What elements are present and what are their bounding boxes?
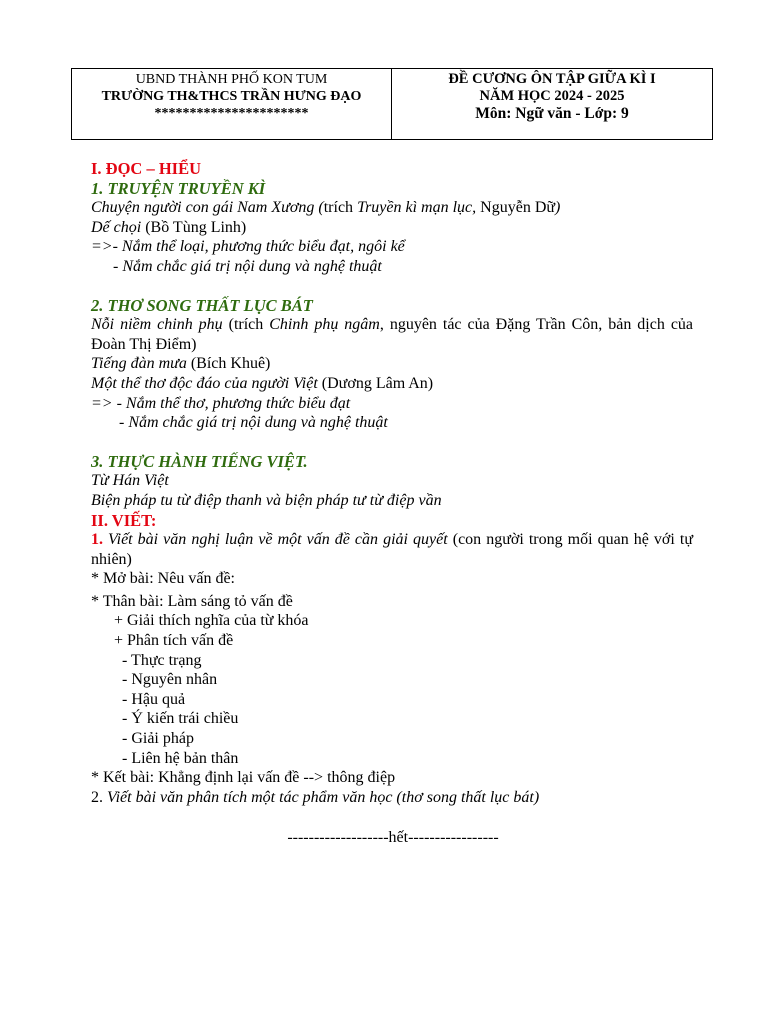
analysis-item: - Giải pháp bbox=[122, 730, 194, 748]
document-title: ĐỀ CƯƠNG ÔN TẬP GIỮA KÌ I bbox=[448, 71, 656, 87]
school-name: TRƯỜNG TH&THCS TRẦN HƯNG ĐẠO bbox=[101, 89, 362, 104]
part-poetry-title: 2. THƠ SONG THẤT LỤC BÁT bbox=[91, 295, 313, 315]
body-sub-explain: + Giải thích nghĩa của từ khóa bbox=[114, 612, 309, 630]
end-marker: -------------------hết----------------- bbox=[287, 829, 499, 846]
work-the-tho: Một thể thơ độc đáo của người Việt (Dương Lâm An) bbox=[91, 374, 434, 392]
body-sub-analyze: + Phân tích vấn đề bbox=[114, 632, 234, 650]
analysis-item: - Hậu quả bbox=[122, 690, 186, 708]
stars-divider: ********************** bbox=[154, 106, 309, 121]
work-de-choi: Dế chọi (Bồ Tùng Linh) bbox=[91, 218, 247, 236]
practice-item-2: Biện pháp tu từ điệp thanh và biện pháp tư từ điệp vần bbox=[91, 491, 442, 509]
analysis-item: - Nguyên nhân bbox=[122, 671, 218, 689]
conclusion-step: * Kết bài: Khẳng định lại vấn đề --> thông điệp bbox=[91, 769, 396, 787]
note-form: => - Nắm thể thơ, phương thức biểu đạt bbox=[91, 394, 351, 412]
part-legend-title: 1. TRUYỆN TRUYỀN KÌ bbox=[91, 178, 266, 198]
section-reading-title: I. ĐỌC – HIỂU bbox=[91, 159, 202, 178]
practice-item-1: Từ Hán Việt bbox=[91, 472, 169, 490]
analysis-item: - Ý kiến trái chiều bbox=[122, 710, 239, 728]
part-practice-title: 3. THỰC HÀNH TIẾNG VIỆT. bbox=[91, 451, 308, 471]
header-table bbox=[71, 68, 713, 140]
analysis-item: - Liên hệ bản thân bbox=[122, 749, 239, 767]
work-nam-xuong: Chuyện người con gái Nam Xương (trích Truyền kì mạn lục, Nguyễn Dữ) bbox=[91, 199, 561, 217]
intro-step: * Mở bài: Nêu vấn đề: bbox=[91, 570, 235, 588]
writing-task-1: 1. Viết bài văn nghị luận về một vấn đề cần giải quyết (con người trong mối quan hệ với tự nhiên) bbox=[91, 531, 693, 568]
writing-task-2: 2. Viết bài văn phân tích một tác phẩm văn học (thơ song thất lục bát) bbox=[91, 788, 540, 806]
subject-grade: Môn: Ngữ văn - Lớp: 9 bbox=[475, 105, 629, 122]
document-info bbox=[392, 69, 712, 139]
outline-content bbox=[91, 159, 693, 807]
note-value: - Nắm chắc giá trị nội dung và nghệ thuật bbox=[113, 257, 382, 275]
analysis-item: - Thực trạng bbox=[122, 651, 202, 669]
body-step: * Thân bài: Làm sáng tỏ vấn đề bbox=[91, 592, 293, 610]
school-year: NĂM HỌC 2024 - 2025 bbox=[479, 88, 625, 104]
authority-name: UBND THÀNH PHỐ KON TUM bbox=[135, 72, 328, 87]
work-tieng-dan-mua: Tiếng đàn mưa (Bích Khuê) bbox=[91, 355, 271, 373]
section-writing-title: II. VIẾT: bbox=[91, 510, 157, 530]
school-info bbox=[72, 69, 392, 139]
note-genre: =>- Nắm thể loại, phương thức biểu đạt, ngôi kể bbox=[91, 238, 405, 256]
work-chinh-phu: Nỗi niềm chinh phụ (trích Chinh phụ ngâm, nguyên tác của Đặng Trần Côn, bản dịch của Đoàn Thị Điểm) bbox=[91, 316, 694, 353]
note-value-2: - Nắm chắc giá trị nội dung và nghệ thuật bbox=[119, 414, 388, 432]
